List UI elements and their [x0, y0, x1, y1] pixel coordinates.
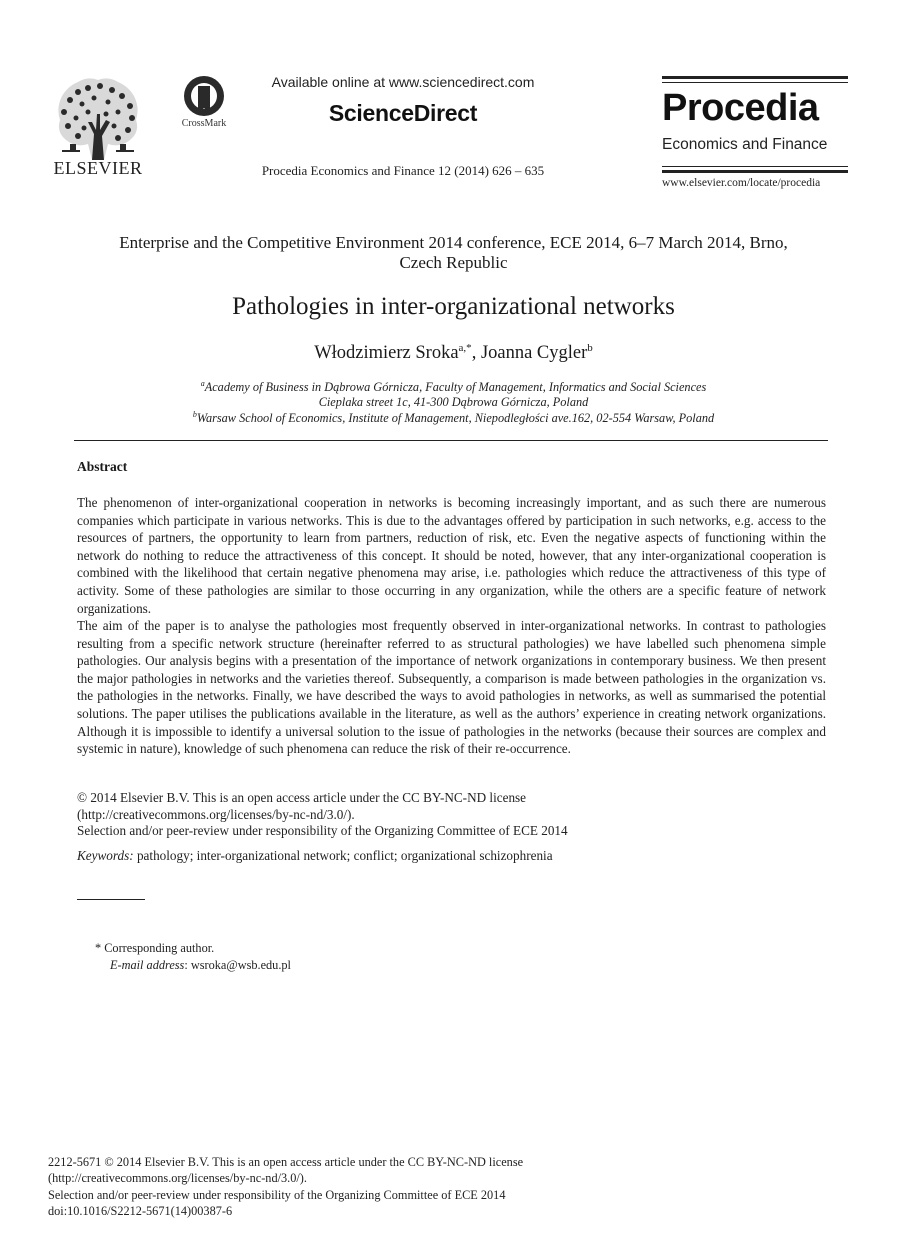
- keywords-line: [77, 847, 837, 864]
- footer-doi-link[interactable]: doi:10.1016/S2212-5671(14)00387-6: [48, 1204, 233, 1218]
- affiliation-a-line-1: [60, 379, 847, 395]
- affiliation-a-sup: a: [200, 379, 205, 388]
- conference-line-1: Enterprise and the Competitive Environment 2014 conference, ECE 2014, 6–7 March 2014, Brno,: [119, 233, 788, 252]
- procedia-journal-subtitle: Economics and Finance: [662, 136, 828, 153]
- keywords-label: Keywords:: [77, 848, 134, 863]
- abstract-heading: Abstract: [77, 459, 128, 474]
- corresponding-author-text: Corresponding author.: [101, 941, 215, 955]
- affiliation-b-sup: b: [192, 410, 197, 419]
- abstract-paragraph-1: The phenomenon of inter-organizational cooperation in networks is becoming increasingly important, and as such there are numerous companies which participate in various networks. This is due to the advantages offered by participation in such networks, e.g. access to the resources of partners, the opportunity to learn from partners, reduction of risk, etc. Even the negative aspects of functioning within the network do nothing to reduce the attractiveness of this concept. It should be noted, however, that any inter-organizational cooperation is combined with the likelihood that certain negative phenomena may arise, i.e. pathologies which reduce the attractiveness of this type of activity. Some of these pathologies are similar to those occurring in any organization, while the others are a specific feature of network organizations.: [77, 495, 826, 616]
- sciencedirect-logo-text[interactable]: ScienceDirect: [328, 100, 478, 126]
- author-1-name: Włodzimierz Sroka: [314, 343, 459, 364]
- procedia-journal-title: Procedia: [662, 87, 819, 129]
- email-label: E-mail address: [110, 958, 185, 972]
- corresponding-author-note: [95, 941, 214, 956]
- conference-info: [60, 233, 847, 273]
- license-url-link[interactable]: (http://creativecommons.org/licenses/by-nc-nd/3.0/).: [77, 807, 355, 822]
- author-2-affil-sup: b: [587, 342, 593, 354]
- footer-peer-review: Selection and/or peer-review under responsibility of the Organizing Committee of ECE 2014: [48, 1188, 506, 1202]
- email-address-link[interactable]: : wsroka@wsb.edu.pl: [184, 958, 291, 972]
- footer-license-url-link[interactable]: (http://creativecommons.org/licenses/by-nc-nd/3.0/).: [48, 1171, 307, 1185]
- procedia-url-link[interactable]: www.elsevier.com/locate/procedia: [662, 177, 821, 189]
- email-line: [110, 958, 291, 973]
- procedia-bottom-rule: [662, 170, 848, 173]
- journal-reference: Procedia Economics and Finance 12 (2014) 626 – 635: [261, 163, 545, 178]
- abstract-paragraph-2: The aim of the paper is to analyse the pathologies most frequently observed in inter-organizational networks. In contrast to pathologies resulting from a specific network structure (hereinafter referred to as structural pathologies) we have labelled such phenomena simple pathologies. Our analysis begins with a presentation of the importance of network organizations in contemporary business. We then present the major pathologies in networks and the varieties thereof. Subsequently, a comparison is made between pathologies in the organization vs. the pathologies in the networks. Finally, we have described the ways to avoid pathologies in networks, as well as summarised the potential solutions. The paper utilises the publications available in the literature, as well as the authors’ experience in creating network organizations. Although it is impossible to identify a universal solution to the issue of pathologies in the networks (because their sources are complex and systemic in nature), knowledge of such phenomena can reduce the risk of their re-occurrence.: [77, 618, 826, 757]
- license-line-1: © 2014 Elsevier B.V. This is an open access article under the CC BY-NC-ND license: [77, 790, 527, 805]
- conference-line-2: Czech Republic: [399, 253, 508, 272]
- footnote-marker: *: [95, 941, 102, 955]
- elsevier-wordmark: ELSEVIER: [53, 158, 143, 178]
- affiliation-a-text: Academy of Business in Dąbrowa Górnicza, Faculty of Management, Informatics and Social Sciences: [204, 380, 707, 395]
- affiliation-a-line-2: Cieplaka street 1c, 41-300 Dąbrowa Górnicza, Poland: [318, 395, 589, 409]
- keywords-text: pathology; inter-organizational network; conflict; organizational schizophrenia: [133, 848, 553, 863]
- title-divider: [74, 440, 828, 441]
- procedia-bottom-rule-thin: [662, 166, 848, 167]
- paper-title: Pathologies in inter-organizational networks: [232, 293, 675, 320]
- footnote-rule: [77, 899, 145, 900]
- author-2-name: Joanna Cygler: [480, 343, 588, 364]
- affiliation-b-line-1: [60, 410, 847, 426]
- author-separator: ,: [471, 343, 481, 364]
- author-list: [60, 342, 847, 364]
- peer-review-line: Selection and/or peer-review under responsibility of the Organizing Committee of ECE 2014: [77, 823, 568, 838]
- author-1-affil-sup: a,*: [458, 342, 472, 354]
- procedia-top-rule: [662, 76, 848, 79]
- crossmark-label: CrossMark: [181, 118, 227, 129]
- available-online-text[interactable]: Available online at www.sciencedirect.com: [271, 74, 535, 90]
- procedia-top-rule-thin: [662, 82, 848, 83]
- affiliation-b-text: Warsaw School of Economics, Institute of Management, Niepodległości ave.162, 02-554 Warsaw, Poland: [196, 411, 715, 426]
- footer-issn-license: 2212-5671 © 2014 Elsevier B.V. This is an open access article under the CC BY-NC-ND license: [48, 1155, 524, 1169]
